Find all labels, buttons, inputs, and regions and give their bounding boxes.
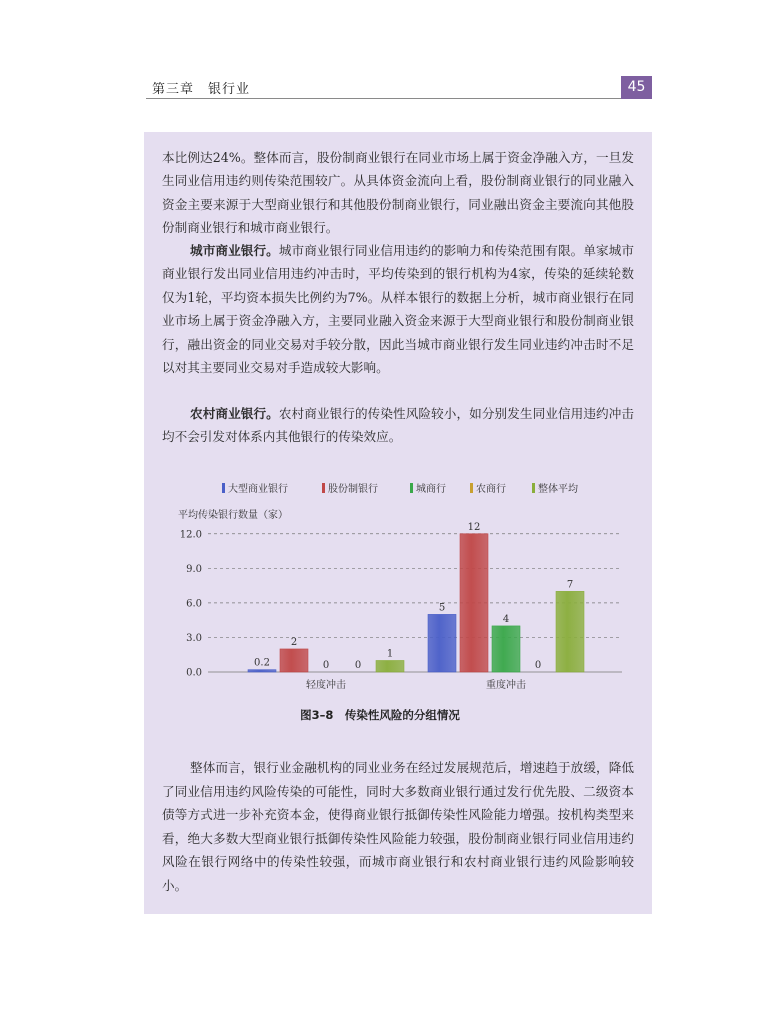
legend-item-joint-stock-banks xyxy=(322,480,378,495)
rural-banks-heading: 农村商业银行。 xyxy=(190,406,279,421)
header-rule xyxy=(146,98,622,99)
legend-swatch xyxy=(532,483,535,493)
y-tick-label: 3.0 xyxy=(186,632,202,644)
bar-0-1 xyxy=(280,649,308,672)
city-banks-heading: 城市商业银行。 xyxy=(190,243,279,258)
legend-swatch xyxy=(322,483,325,493)
y-tick-label: 6.0 xyxy=(186,598,202,610)
data-label: 7 xyxy=(566,579,574,591)
paragraph-city-banks xyxy=(162,239,634,379)
legend-label: 大型商业银行 xyxy=(228,484,288,495)
legend-label: 整体平均 xyxy=(538,484,578,495)
legend-swatch xyxy=(470,483,473,493)
data-label: 2 xyxy=(290,636,298,648)
bar-0-0 xyxy=(248,670,276,672)
legend-swatch xyxy=(222,483,225,493)
legend-item-overall-average xyxy=(532,480,578,495)
page-number: 45 xyxy=(621,76,652,99)
x-category-label: 重度冲击 xyxy=(486,680,526,691)
y-axis-title: 平均传染银行数量（家） xyxy=(178,510,288,521)
data-label: 0 xyxy=(534,660,542,671)
y-tick-label: 12.0 xyxy=(179,529,202,541)
paragraph-summary: 整体而言，银行业金融机构的同业业务在经过发展规范后，增速趋于放缓，降低了同业信用违约风险传染的可能性，同时大多数商业银行通过发行优先股、二级资本债等方式进一步补充资本金，使得商业银行抵御传染性风险能力增强。按机构类型来看，绝大多数大型商业银行抵御传染性风险能力较强，股份制商业银行同业信用违约风险在银行网络中的传染性较强，而城市商业银行和农村商业银行违约风险影响较小。 xyxy=(162,760,634,893)
legend-item-large-banks xyxy=(222,480,288,495)
legend-label: 农商行 xyxy=(476,484,506,495)
bar-1-4 xyxy=(556,591,584,672)
bar-0-4 xyxy=(376,660,404,672)
data-label: 0.2 xyxy=(254,657,270,669)
running-header xyxy=(146,76,652,100)
data-label: 0 xyxy=(354,660,362,671)
y-tick-label: 9.0 xyxy=(186,563,202,575)
data-label: 4 xyxy=(502,613,510,625)
data-label: 5 xyxy=(438,602,446,614)
y-tick-label: 0.0 xyxy=(186,667,202,679)
paragraph-1: 本比例达24%。整体而言，股份制商业银行在同业市场上属于资金净融入方，一旦发生同业信用违约则传染范围较广。从具体资金流向上看，股份制商业银行的同业融入资金主要来源于大型商业银行和其他股份制商业银行，同业融出资金主要流向其他股份制商业银行和城市商业银行。 xyxy=(162,150,634,236)
bar-1-2 xyxy=(492,626,520,672)
chapter-title: 第三章 银行业 xyxy=(152,82,251,97)
data-label: 0 xyxy=(322,660,330,671)
paragraph-rural-banks xyxy=(162,402,634,449)
data-label: 12 xyxy=(467,521,481,533)
legend-swatch xyxy=(410,483,413,493)
legend-item-city-banks xyxy=(410,480,446,495)
figure-caption: 图3–8 传染性风险的分组情况 xyxy=(300,708,460,722)
bar-1-1 xyxy=(460,534,488,672)
legend-item-rural-banks xyxy=(470,480,506,495)
x-category-label: 轻度冲击 xyxy=(306,680,346,691)
legend-label: 城商行 xyxy=(416,484,446,495)
bar-chart xyxy=(170,520,630,695)
rural-banks-text: 农村商业银行的传染性风险较小，如分别发生同业信用违约冲击均不会引发对体系内其他银行的传染效应。 xyxy=(162,406,635,445)
city-banks-text: 城市商业银行同业信用违约的影响力和传染范围有限。单家城市商业银行发出同业信用违约冲击时，平均传染到的银行机构为4家，传染的延续轮数仅为1轮，平均资本损失比例约为7%。从样本银行的数据上分析，城市商业银行在同业市场上属于资金净融入方，主要同业融入资金来源于大型商业银行和股份制商业银行，融出资金的同业交易对手较分散，因此当城市商业银行发生同业违约冲击时不足以对其主要同业交易对手造成较大影响。 xyxy=(162,243,635,376)
legend-label: 股份制银行 xyxy=(328,484,378,495)
bar-1-0 xyxy=(428,614,456,672)
data-label: 1 xyxy=(386,648,394,660)
